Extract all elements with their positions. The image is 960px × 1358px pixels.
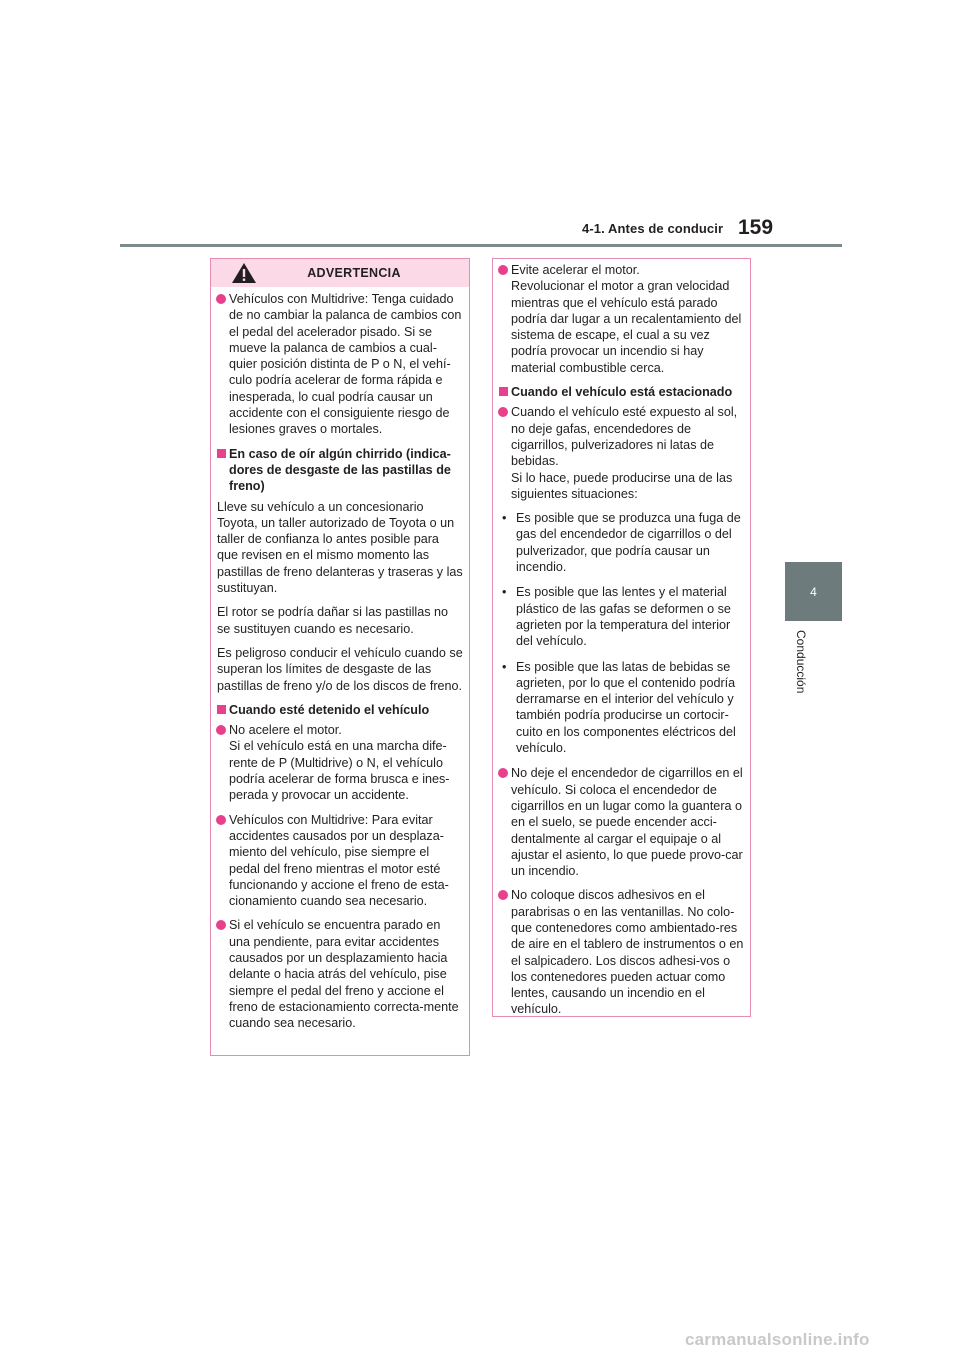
bullet-dot-icon — [498, 890, 508, 900]
bullet-dot-icon — [216, 920, 226, 930]
paragraph: El rotor se podría dañar si las pastillas no se sustituyen cuando es necesario. — [217, 605, 449, 636]
section-heading — [499, 384, 744, 400]
item-text: No deje el encendedor de cigarrillos en el vehículo. Si coloca el encendedor de cigarrillos en un lugar como la guantera o en el suelo, se puede encender acci-dentalmente al cargar el equipaje o al ajustar el asiento, lo que puede provo-car un incendio. — [511, 766, 743, 879]
bullet-dot-icon — [498, 265, 508, 275]
bullet-text: Es posible que se produzca una fuga de gas del encendedor de cigarrillos o del pulverizador, que podría causar un incendio. — [516, 511, 741, 575]
heading-text: En caso de oír algún chirrido (indica-dores de desgaste de las pastillas de freno) — [229, 446, 451, 494]
section-heading — [217, 702, 463, 718]
list-item — [499, 765, 744, 879]
header-divider — [120, 244, 842, 247]
heading-text: Cuando el vehículo está estacionado — [511, 385, 733, 400]
warning-panel-left — [210, 258, 470, 1056]
bullet-mark: • — [502, 511, 507, 526]
bullet-item — [499, 510, 744, 575]
list-item — [499, 404, 744, 502]
square-marker-icon — [499, 387, 508, 396]
item-text: Si el vehículo se encuentra parado en una pendiente, para evitar accidentes causados por un desplazamiento hacia delante o hacia atrás del vehículo, pise siempre el pedal del freno y accione el freno de estacionamiento correcta-mente cuando sea necesario. — [229, 918, 459, 1031]
watermark-link[interactable]: carmanualsonline.info — [685, 1330, 870, 1349]
bullet-dot-icon — [216, 815, 226, 825]
item-text: Vehículos con Multidrive: Para evitar accidentes causados por un desplaza-miento del vehículo, pise siempre el pedal del freno mientras el motor esté funcionando y accione el freno de esta-cionamiento cuando sea necesario. — [229, 812, 449, 909]
page-number: 159 — [738, 216, 774, 239]
item-text: Revolucionar el motor a gran velocidad mientras que el vehículo está parado podría dar lugar a un recalentamiento del sistema de escape, el cual a su vez podría provocar un incendio si hay material combustible cerca. — [511, 279, 742, 375]
warning-panel-right — [492, 258, 751, 1017]
bullet-item — [499, 584, 744, 649]
bullet-mark: • — [502, 659, 507, 674]
square-marker-icon — [217, 449, 226, 458]
warning-content-left — [211, 287, 469, 1031]
warning-content-right — [493, 259, 750, 1018]
list-item — [217, 291, 463, 438]
bullet-dot-icon — [498, 407, 508, 417]
item-text: Evite acelerar el motor. — [511, 263, 640, 277]
bullet-text: Es posible que las latas de bebidas se agrieten, por lo que el contenido podría derramarse en el interior del vehículo y también podría producirse un cortocir-cuito en los componentes eléctricos del vehículo. — [516, 659, 736, 756]
warning-triangle-icon — [231, 261, 257, 285]
section-heading — [217, 446, 463, 495]
item-text: No coloque discos adhesivos en el parabrisas o en las ventanillas. No colo-que contenedores como ambientado-res de aire en el tablero de instrumentos o en el salpicadero. Los discos adhesi-vos o los contenedores pueden actuar como lentes, causando un incendio en el vehículo. — [511, 888, 744, 1017]
warning-header — [211, 259, 469, 287]
bullet-item — [499, 659, 744, 757]
list-item — [217, 722, 463, 803]
paragraph: Es peligroso conducir el vehículo cuando se superan los límites de desgaste de las pastillas de freno y/o de los discos de freno. — [217, 645, 463, 693]
section-title: 4-1. Antes de conducir — [582, 221, 724, 236]
square-marker-icon — [217, 705, 226, 714]
bullet-mark: • — [502, 585, 507, 600]
item-text: Cuando el vehículo esté expuesto al sol, no deje gafas, encendedores de cigarrillos, pulverizadores ni latas de bebidas. — [511, 405, 738, 469]
chapter-tab — [785, 562, 842, 621]
item-text: Si lo hace, puede producirse una de las siguientes situaciones: — [511, 470, 733, 501]
chapter-number: 4 — [810, 584, 817, 599]
bullet-text: Es posible que las lentes y el material plástico de las gafas se deformen o se agrieten por la temperatura del interior del vehículo. — [516, 585, 731, 649]
item-text: Vehículos con Multidrive: Tenga cuidado de no cambiar la palanca de cambios con el pedal del acelerador pisado. Si se mueve la palanca de cambios a cual-quier posición distinta de P o N, el vehí-culo podría acelerar de forma rápida e inesperada, lo cual podría causar un accidente con el consiguiente riesgo de lesiones graves o mortales. — [229, 292, 462, 437]
chapter-label: Conducción — [794, 630, 808, 694]
list-item — [217, 812, 463, 910]
paragraph: Lleve su vehículo a un concesionario Toyota, un taller autorizado de Toyota o un taller de confianza lo antes posible para que revisen en el mismo momento las pastillas de freno delanteras y traseras y las sustituyan. — [217, 499, 463, 596]
warning-title: ADVERTENCIA — [307, 266, 401, 280]
list-item — [499, 887, 744, 1017]
item-text: No acelere el motor. — [229, 723, 342, 738]
bullet-dot-icon — [216, 725, 226, 735]
heading-text: Cuando esté detenido el vehículo — [229, 702, 430, 717]
list-item — [217, 917, 463, 1031]
list-item — [499, 262, 744, 376]
bullet-dot-icon — [216, 294, 226, 304]
item-text: Si el vehículo está en una marcha dife-rente de P (Multidrive) o N, el vehículo podría acelerar de forma brusca e ines-perada y provocar un accidente. — [229, 739, 450, 803]
bullet-dot-icon — [498, 768, 508, 778]
